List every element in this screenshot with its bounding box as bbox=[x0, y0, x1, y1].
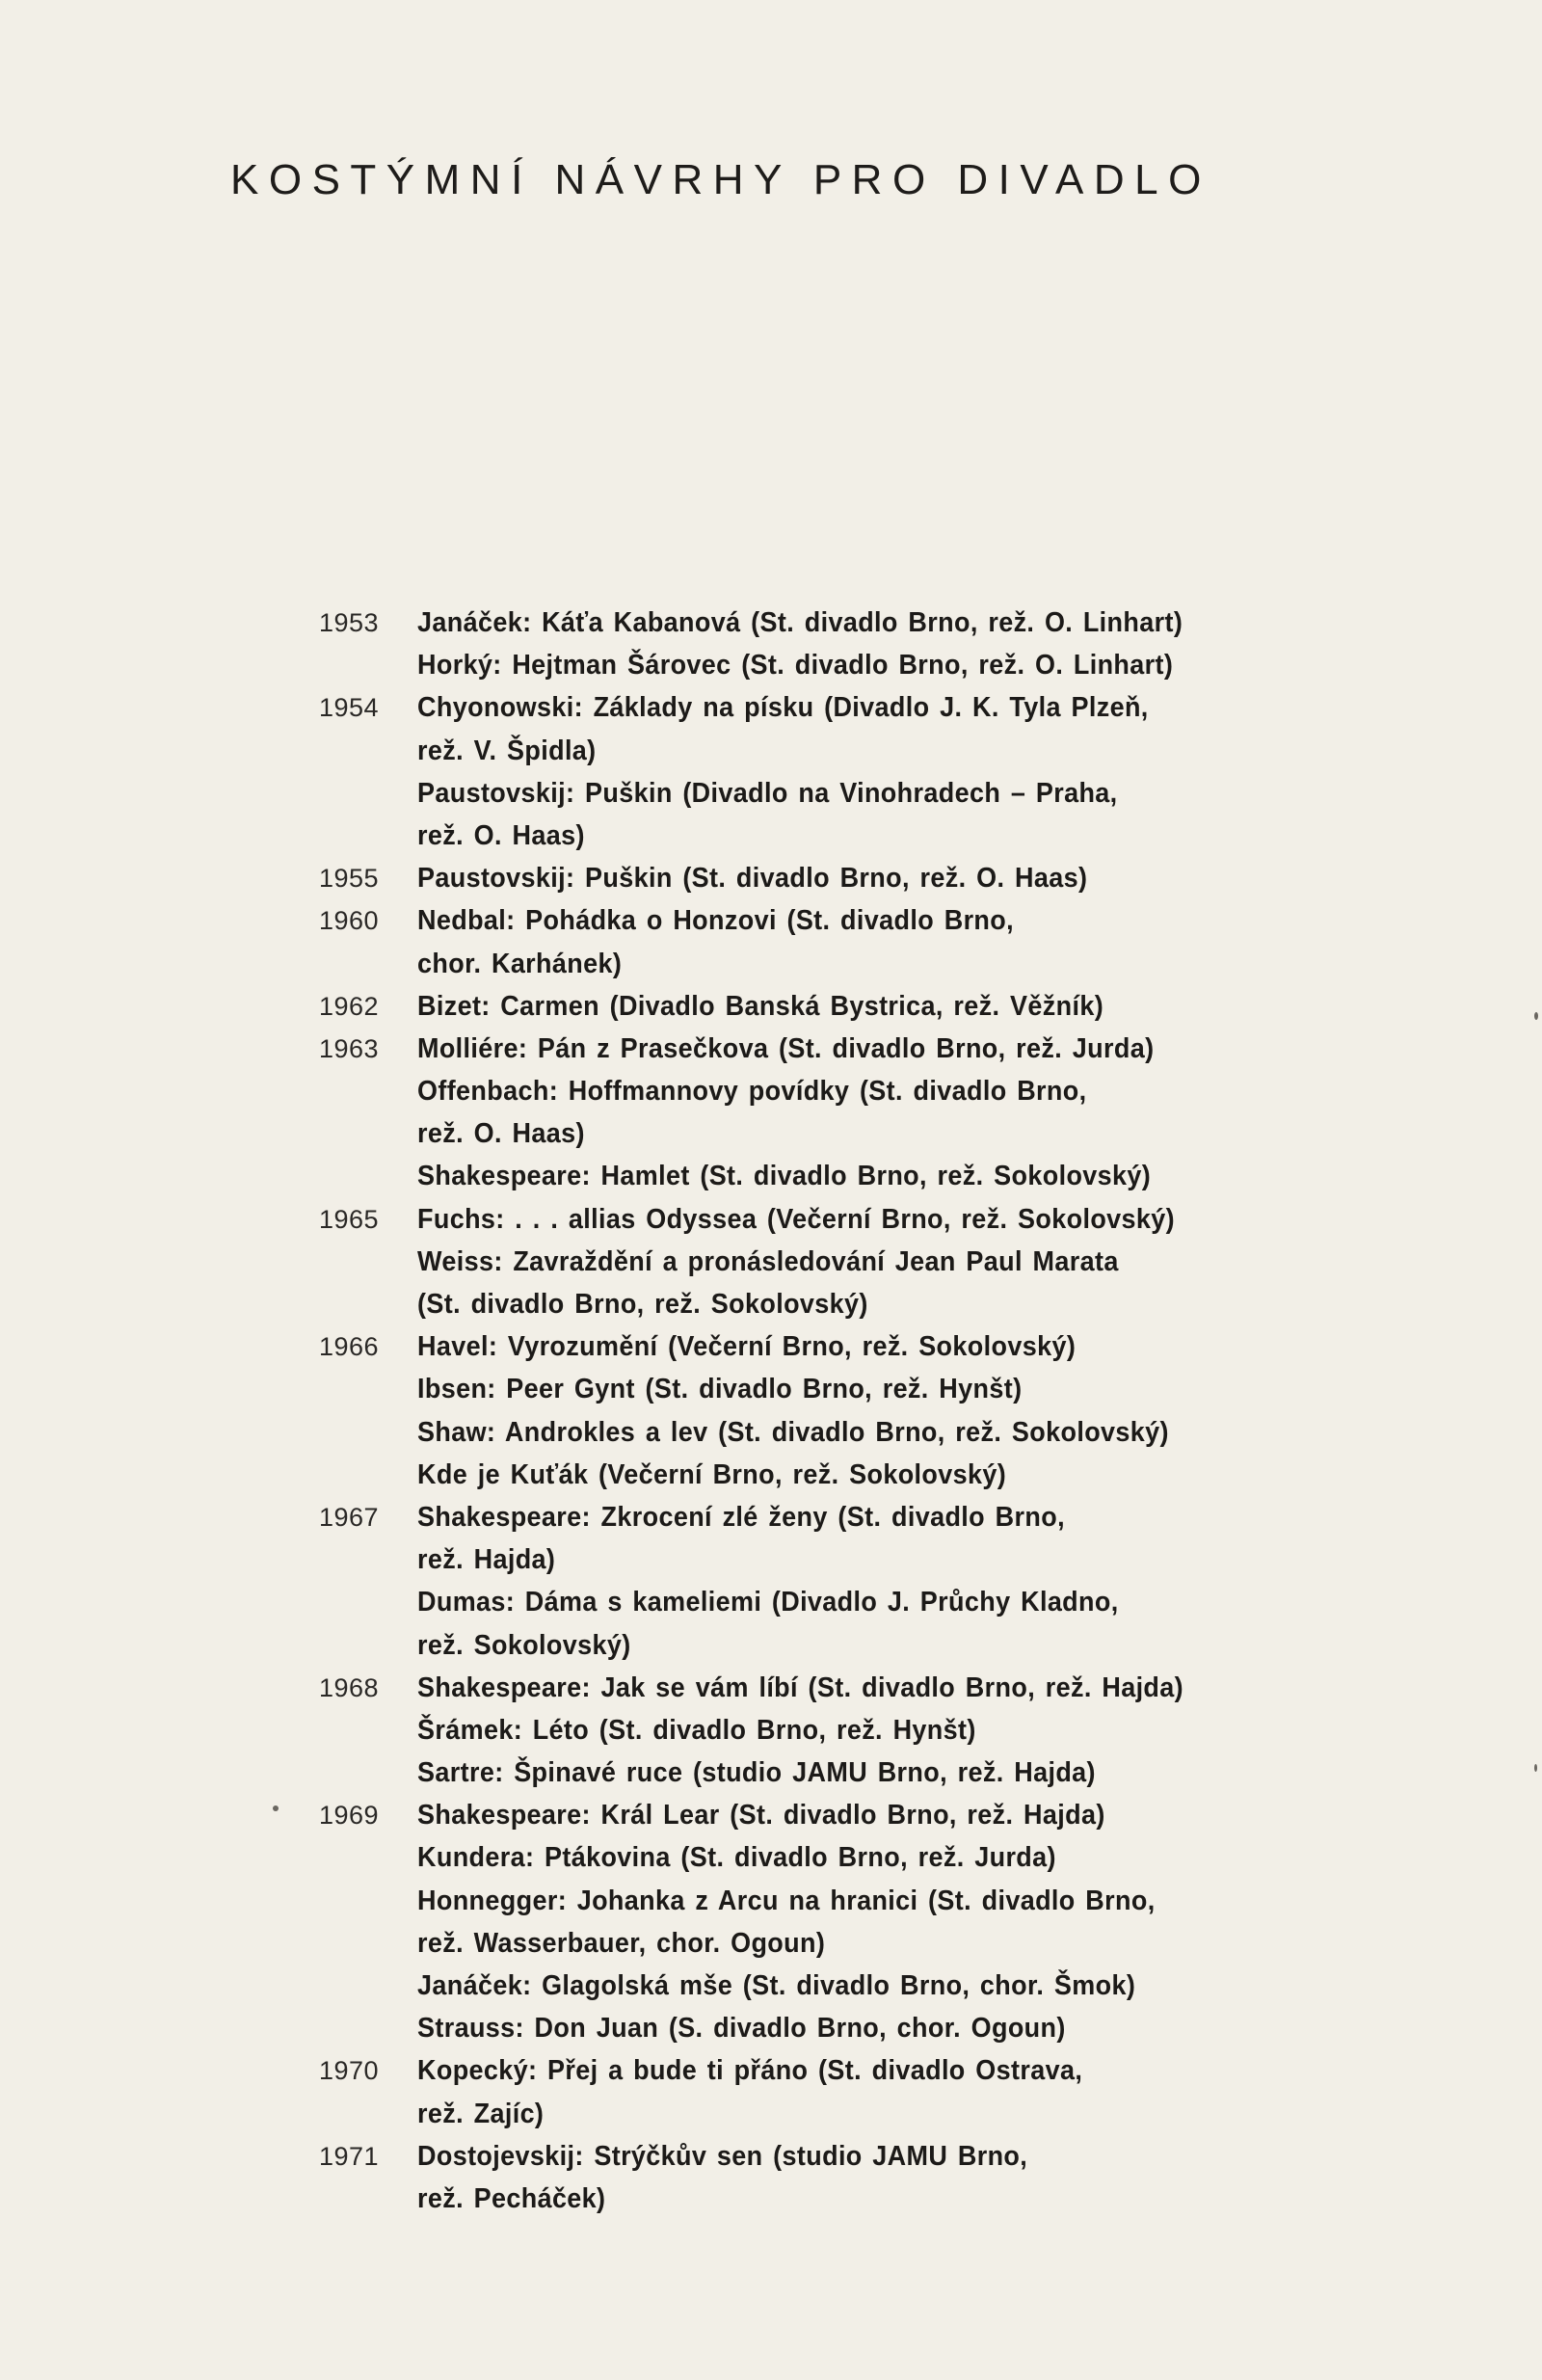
entry-text: Šrámek: Léto (St. divadlo Brno, rež. Hynšt) bbox=[417, 1714, 976, 1746]
print-speck bbox=[1534, 1764, 1537, 1772]
entry-line bbox=[0, 1538, 1542, 1581]
entry-text: Shaw: Androkles a lev (St. divadlo Brno, rež. Sokolovský) bbox=[417, 1416, 1169, 1448]
entry-line bbox=[0, 1155, 1542, 1197]
entry-line bbox=[0, 1496, 1542, 1538]
production-entry bbox=[0, 2135, 1542, 2220]
entry-line bbox=[0, 1241, 1542, 1283]
production-entry bbox=[0, 985, 1542, 1028]
entry-text: Dumas: Dáma s kameliemi (Divadlo J. Průchy Kladno, bbox=[417, 1587, 1119, 1618]
entry-text: Shakespeare: Zkrocení zlé ženy (St. divadlo Brno, bbox=[417, 1501, 1065, 1533]
entry-line bbox=[0, 1667, 1542, 1709]
entry-line bbox=[0, 1581, 1542, 1623]
entry-text: Ibsen: Peer Gynt (St. divadlo Brno, rež. Hynšt) bbox=[417, 1374, 1023, 1405]
entry-text: Shakespeare: Král Lear (St. divadlo Brno, rež. Hajda) bbox=[417, 1800, 1105, 1832]
entry-text: (St. divadlo Brno, rež. Sokolovský) bbox=[417, 1289, 868, 1320]
entry-text: rež. Zajíc) bbox=[417, 2098, 545, 2129]
entry-line bbox=[0, 1965, 1542, 2007]
entry-text: Bizet: Carmen (Divadlo Banská Bystrica, rež. Věžník) bbox=[417, 990, 1104, 1022]
entry-line bbox=[0, 1752, 1542, 1794]
entry-text: Janáček: Káťa Kabanová (St. divadlo Brno, rež. O. Linhart) bbox=[417, 607, 1183, 638]
entry-text: Paustovskij: Puškin (St. divadlo Brno, rež. O. Haas) bbox=[417, 863, 1088, 895]
entry-text: Shakespeare: Jak se vám líbí (St. divadlo Brno, rež. Hajda) bbox=[417, 1671, 1184, 1703]
production-entry bbox=[0, 1496, 1542, 1667]
entry-line bbox=[0, 857, 1542, 899]
entry-text: Honnegger: Johanka z Arcu na hranici (St. divadlo Brno, bbox=[417, 1885, 1156, 1916]
entry-year: 1953 bbox=[319, 608, 380, 637]
entry-line bbox=[0, 899, 1542, 942]
entry-text: Nedbal: Pohádka o Honzovi (St. divadlo Brno, bbox=[417, 905, 1015, 937]
entry-text: rež. Wasserbauer, chor. Ogoun) bbox=[417, 1927, 826, 1959]
production-entry bbox=[0, 2049, 1542, 2134]
entry-text: Fuchs: . . . allias Odyssea (Večerní Brno, rež. Sokolovský) bbox=[417, 1203, 1176, 1235]
entry-text: Kundera: Ptákovina (St. divadlo Brno, rež. Jurda) bbox=[417, 1842, 1056, 1874]
entry-line bbox=[0, 730, 1542, 772]
entry-line bbox=[0, 1794, 1542, 1836]
entry-year: 1960 bbox=[319, 906, 380, 936]
entry-text: Janáček: Glagolská mše (St. divadlo Brno, chor. Šmok) bbox=[417, 1970, 1136, 2001]
entry-year: 1962 bbox=[319, 991, 380, 1021]
entry-line bbox=[0, 985, 1542, 1028]
production-entry bbox=[0, 602, 1542, 686]
entry-text: Kopecký: Přej a bude ti přáno (St. divadlo Ostrava, bbox=[417, 2055, 1083, 2087]
production-entry bbox=[0, 686, 1542, 857]
entry-text: chor. Karhánek) bbox=[417, 948, 623, 979]
production-entry bbox=[0, 1198, 1542, 1326]
entry-year: 1970 bbox=[319, 2056, 380, 2086]
entry-line bbox=[0, 2178, 1542, 2220]
entry-line bbox=[0, 2135, 1542, 2178]
production-entry bbox=[0, 899, 1542, 984]
entry-text: Kde je Kuťák (Večerní Brno, rež. Sokolovský) bbox=[417, 1458, 1007, 1490]
entry-text: rež. O. Haas) bbox=[417, 1118, 585, 1150]
entry-line bbox=[0, 943, 1542, 985]
entry-line bbox=[0, 1624, 1542, 1667]
entry-line bbox=[0, 1709, 1542, 1752]
entry-line bbox=[0, 686, 1542, 729]
entry-year: 1967 bbox=[319, 1502, 380, 1532]
production-list bbox=[0, 602, 1542, 2220]
entry-line bbox=[0, 1112, 1542, 1155]
entry-year: 1955 bbox=[319, 864, 380, 894]
page-title: KOSTÝMNÍ NÁVRHY PRO DIVADLO bbox=[230, 156, 1211, 203]
entry-text: Strauss: Don Juan (S. divadlo Brno, chor. Ogoun) bbox=[417, 2013, 1066, 2045]
entry-text: rež. O. Haas) bbox=[417, 819, 585, 851]
entry-year: 1969 bbox=[319, 1801, 380, 1831]
entry-text: Dostojevskij: Strýčkův sen (studio JAMU Brno, bbox=[417, 2140, 1028, 2172]
entry-line bbox=[0, 1198, 1542, 1241]
entry-text: Havel: Vyrozumění (Večerní Brno, rež. Sokolovský) bbox=[417, 1331, 1077, 1363]
entry-text: rež. V. Špidla) bbox=[417, 735, 597, 766]
entry-line bbox=[0, 2049, 1542, 2092]
entry-text: Sartre: Špinavé ruce (studio JAMU Brno, rež. Hajda) bbox=[417, 1757, 1096, 1789]
print-speck bbox=[1534, 1012, 1538, 1020]
entry-year: 1971 bbox=[319, 2141, 380, 2171]
entry-text: Paustovskij: Puškin (Divadlo na Vinohradech – Praha, bbox=[417, 777, 1118, 809]
entry-line bbox=[0, 1325, 1542, 1368]
entry-text: rež. Sokolovský) bbox=[417, 1629, 631, 1661]
entry-line bbox=[0, 815, 1542, 857]
production-entry bbox=[0, 1325, 1542, 1496]
entry-line bbox=[0, 1283, 1542, 1325]
production-entry bbox=[0, 1794, 1542, 2049]
entry-text: Offenbach: Hoffmannovy povídky (St. divadlo Brno, bbox=[417, 1076, 1087, 1108]
entry-line bbox=[0, 1070, 1542, 1112]
entry-year: 1968 bbox=[319, 1672, 380, 1702]
entry-text: Shakespeare: Hamlet (St. divadlo Brno, rež. Sokolovský) bbox=[417, 1161, 1152, 1192]
entry-line bbox=[0, 1368, 1542, 1410]
production-entry bbox=[0, 1028, 1542, 1198]
entry-line bbox=[0, 2093, 1542, 2135]
entry-line bbox=[0, 1411, 1542, 1454]
entry-line bbox=[0, 1454, 1542, 1496]
entry-year: 1965 bbox=[319, 1204, 380, 1234]
entry-year: 1966 bbox=[319, 1332, 380, 1362]
entry-line bbox=[0, 1028, 1542, 1070]
entry-line bbox=[0, 772, 1542, 815]
entry-text: Chyonowski: Základy na písku (Divadlo J. K. Tyla Plzeň, bbox=[417, 692, 1149, 724]
entry-line bbox=[0, 1922, 1542, 1965]
entry-line bbox=[0, 1836, 1542, 1879]
entry-line bbox=[0, 602, 1542, 644]
production-entry bbox=[0, 1667, 1542, 1795]
entry-text: rež. Hajda) bbox=[417, 1544, 556, 1576]
entry-text: Horký: Hejtman Šárovec (St. divadlo Brno, rež. O. Linhart) bbox=[417, 650, 1174, 682]
entry-text: Weiss: Zavraždění a pronásledování Jean Paul Marata bbox=[417, 1245, 1119, 1277]
entry-text: Molliére: Pán z Prasečkova (St. divadlo Brno, rež. Jurda) bbox=[417, 1032, 1155, 1064]
production-entry bbox=[0, 857, 1542, 899]
entry-line bbox=[0, 1880, 1542, 1922]
entry-year: 1963 bbox=[319, 1033, 380, 1063]
entry-year: 1954 bbox=[319, 693, 380, 723]
entry-text: rež. Pecháček) bbox=[417, 2182, 606, 2214]
print-speck bbox=[273, 1805, 279, 1811]
entry-line bbox=[0, 2007, 1542, 2049]
entry-line bbox=[0, 644, 1542, 686]
